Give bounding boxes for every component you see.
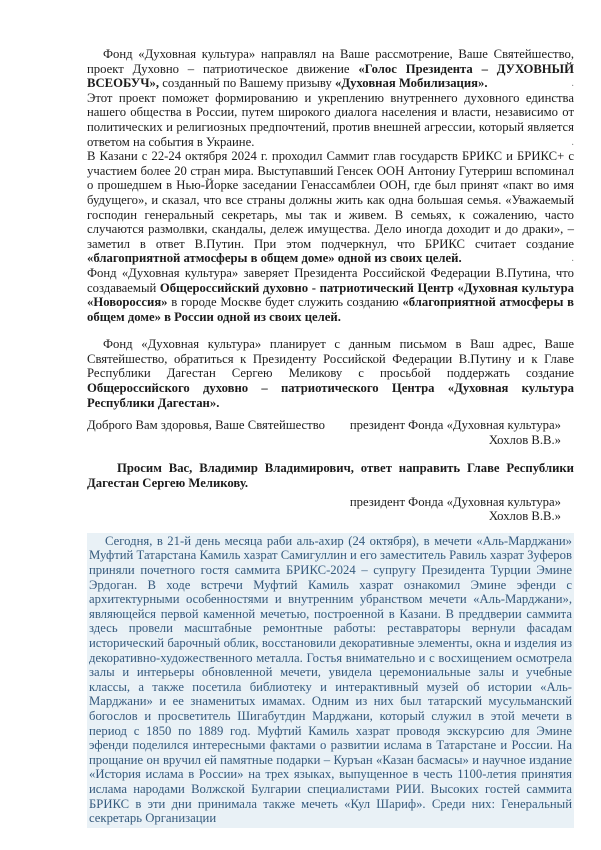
stray-period: . [571, 252, 574, 265]
paragraph-project [87, 91, 574, 149]
signature-block-1 [350, 418, 561, 447]
signature-block-2 [87, 495, 561, 524]
news-section [87, 533, 574, 828]
text-run-bold: «Духовная Мобилизация». [335, 76, 488, 91]
text-run-bold: «Голос Президента – ДУХОВНЫЙ ВСЕОБУЧ», [87, 61, 574, 91]
text-run-bold: «благоприятной атмосферы в общем доме» в России одной из своих целей. [87, 295, 574, 324]
text-run: созданный по Вашему призыву [159, 76, 336, 91]
blessing-text: Доброго Вам здоровья, Ваше Святейшество [87, 418, 325, 433]
paragraph-summit [87, 149, 574, 266]
text-run-bold: «благоприятной атмосферы в общем доме» одной из своих целей. [87, 251, 462, 266]
news-text: Сегодня, в 21-й день месяца раби аль-ахир (24 октября), в мечети «Аль-Марджани» Муфтий Татарстана Камиль хазрат Самигуллин и его заместитель Равиль хазрат Зуферов приняли почетного гостя саммита БРИКС-2024 – супругу Президента Турции Эмине Эрдоган. В ходе встречи Муфтий Камиль хазрат ознакомил Эмине эфенди с архитектурными особенностями и внутренним убранством мечети «Аль-Марджани», являющейся первой каменной мечетью, построенной в Казани. В преддверии саммита здесь провели масштабные ремонтные работы: реставраторы вернули фасадам исторический барочный облик, восстановили декоративные элементы, окна и изделия из декоративно-художественного металла. Гостья внимательно и с восхищением осмотрела залы и интерьеры обновленной мечети, увидела церемониальные залы и учебные классы, а также посетила библиотеку и интерактивный музей об истории «Аль-Марджани» и ее знаменитых имамах. Одним из них был татарский мусульманский богослов и просветитель Шигабутдин Марджани, который служил в этой мечети в период с 1850 по 1889 год. Муфтий Камиль хазрат проводя экскурсию для Эмине эфенди поделился интересными фактами о развитии ислама в Татарстане и России. На прощание он вручил ей памятные подарки – Куръан «Казан басмасы» и научное издание «История ислама в России» на трех языках, выпущенное в честь 1100-летия принятия ислама народами Волжской Булгарии специалистами РИИ. Высоких гостей саммита БРИКС в эти дни принимала также мечеть «Кул Шариф». Среди них: Генеральный секретарь Организации [89, 533, 572, 826]
signature-title: президент Фонда «Духовная культура» [349, 418, 561, 433]
text-run: Фонд «Духовная культура» заверяет Президента Российской Федерации В.Путина, что создаваемый [87, 265, 574, 295]
text-run: Этот проект поможет формированию и укреплению внутреннего духовного единства нашего общества в России, путем широкого диалога населения и власти, независимо от политических и религиозных предпочтений, против внешней агрессии, который является ответом на события в Украине. [87, 90, 574, 149]
signature-name: Хохлов В.В.» [488, 432, 561, 447]
text-run: в городе Москве будет служить созданию [167, 295, 403, 310]
paragraph-intro [87, 47, 574, 91]
paragraph-assurance [87, 266, 574, 324]
signature-name: Хохлов В.В.» [488, 509, 561, 524]
paragraph-plan [87, 337, 574, 410]
text-run-bold: Просим Вас, Владимир Владимирович, ответ направить Главе Республики Дагестан Сергею Меликову. [87, 461, 574, 491]
text-run: Фонд «Духовная культура» планирует с данным письмом в Ваш адрес, Ваше Святейшество, обратиться к Президенту Российской Федерации В.Путину и к Главе Республики Дагестан Сергею Меликову с просьбой поддержать создание [87, 337, 574, 381]
text-run-bold: Общероссийского духовно – патриотического Центра «Духовная культура Республики Дагестан». [87, 381, 574, 410]
paragraph-request [87, 461, 574, 490]
text-run: В Казани с 22-24 октября 2024 г. проходил Саммит глав государств БРИКС и БРИКС+ с участием более 20 стран мира. Выступавший Генсек ООН Антониу Гутерриш вспоминал о прошедшем в Нью-Йорке заседании Генассамблеи ООН, где был принят «пакт во имя будущего», и сказал, что все страны должны жить как одна большая семья. «Уважаемый господин генеральный секретарь, мы так и живем. В семьях, к сожалению, часто случаются размолвки, скандалы, дележ имущества. Дело иногда доходит и до драки», – заметил в ответ В.Путин. При этом подчеркнул, что БРИКС считает создание [87, 149, 574, 251]
signature-title: президент Фонда «Духовная культура» [349, 494, 561, 509]
blessing-signature-row [87, 418, 574, 447]
stray-period: . [571, 135, 574, 148]
text-run-bold: Общероссийский духовно - патриотический Центр «Духовная культура «Новороссия» [87, 280, 574, 310]
text-run: Фонд «Духовная культура» направлял на Ваше рассмотрение, Ваше Святейшество, проект Духовно – патриотическое движение [87, 47, 574, 76]
stray-period: . [571, 77, 574, 90]
